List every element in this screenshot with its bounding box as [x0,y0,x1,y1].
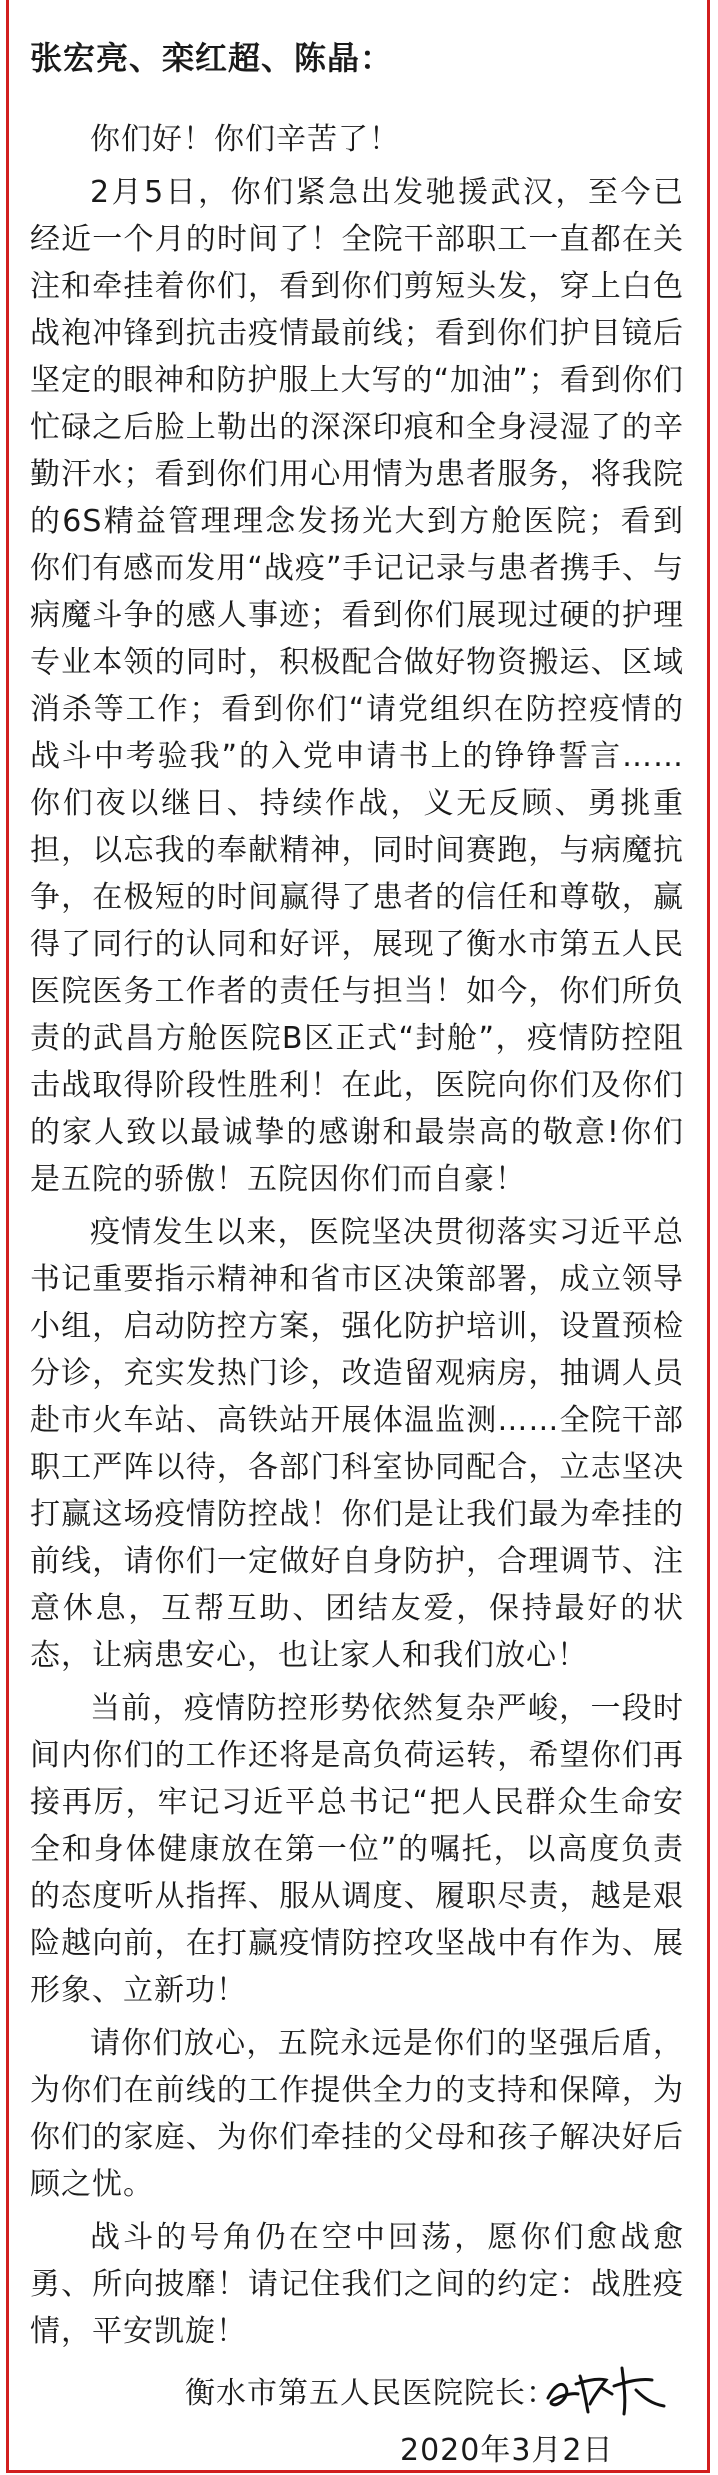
letter-body [30,38,684,2355]
letter-paragraph-2: 疫情发生以来，医院坚决贯彻落实习近平总书记重要指示精神和省市区决策部署，成立领导小组，启动防控方案，强化防护培训，设置预检分诊，充实发热门诊，改造留观病房，抽调人员赴市火车站、高铁站开展体温监测……全院干部职工严阵以待，各部门科室协同配合，立志坚决打赢这场疫情防控战！你们是让我们最为牵挂的前线，请你们一定做好自身防护，合理调节、注意休息，互帮互助、团结友爱，保持最好的状态，让病患安心，也让家人和我们放心！ [30,1215,684,1673]
letter-date: 2020年3月2日 [400,2433,614,2468]
letter-paragraph-4: 请你们放心，五院永远是你们的坚强后盾，为你们在前线的工作提供全力的支持和保障，为你们的家庭、为你们牵挂的父母和孩子解决好后顾之忧。 [30,2026,684,2202]
letter-paragraph-3: 当前，疫情防控形势依然复杂严峻，一段时间内你们的工作还将是高负荷运转，希望你们再接再厉，牢记习近平总书记“把人民群众生命安全和身体健康放在第一位”的嘱托，以高度负责的态度听从指挥、服从调度、履职尽责，越是艰险越向前，在打赢疫情防控攻坚战中有作为、展形象、立新功！ [30,1691,684,2008]
signer-title: 衡水市第五人民医院院长： [185,2376,557,2411]
letter-paragraph-5: 战斗的号角仍在空中回荡，愿你们愈战愈勇、所向披靡！请记住我们之间的约定：战胜疫情，平安凯旋！ [30,2220,684,2349]
letter-paragraph-1: 2月5日，你们紧急出发驰援武汉，至今已经近一个月的时间了！全院干部职工一直都在关注和牵挂着你们，看到你们剪短头发，穿上白色战袍冲锋到抗击疫情最前线；看到你们护目镜后坚定的眼神和防护服上大写的“加油”；看到你们忙碌之后脸上勒出的深深印痕和全身浸湿了的辛勤汗水；看到你们用心用情为患者服务，将我院的6S精益管理理念发扬光大到方舱医院；看到你们有感而发用“战疫”手记记录与患者携手、与病魔斗争的感人事迹；看到你们展现过硬的护理专业本领的同时，积极配合做好物资搬运、区域消杀等工作；看到你们“请党组织在防控疫情的战斗中考验我”的入党申请书上的铮铮誓言……你们夜以继日、持续作战，义无反顾、勇挑重担，以忘我的奉献精神，同时间赛跑，与病魔抗争，在极短的时间赢得了患者的信任和尊敬，赢得了同行的认同和好评，展现了衡水市第五人民医院医务工作者的责任与担当！如今，你们所负责的武昌方舱医院B区正式“封舱”，疫情防控阻击战取得阶段性胜利！在此，医院向你们及你们的家人致以最诚挚的感谢和最崇高的敬意!你们是五院的骄傲！五院因你们而自豪！ [30,175,684,1197]
letter-paragraph-greeting: 你们好！你们辛苦了！ [90,122,400,157]
letter-salutation: 张宏亮、栾红超、陈晶： [30,39,394,77]
handwritten-signature [540,2358,670,2418]
signature-row [0,2358,718,2418]
